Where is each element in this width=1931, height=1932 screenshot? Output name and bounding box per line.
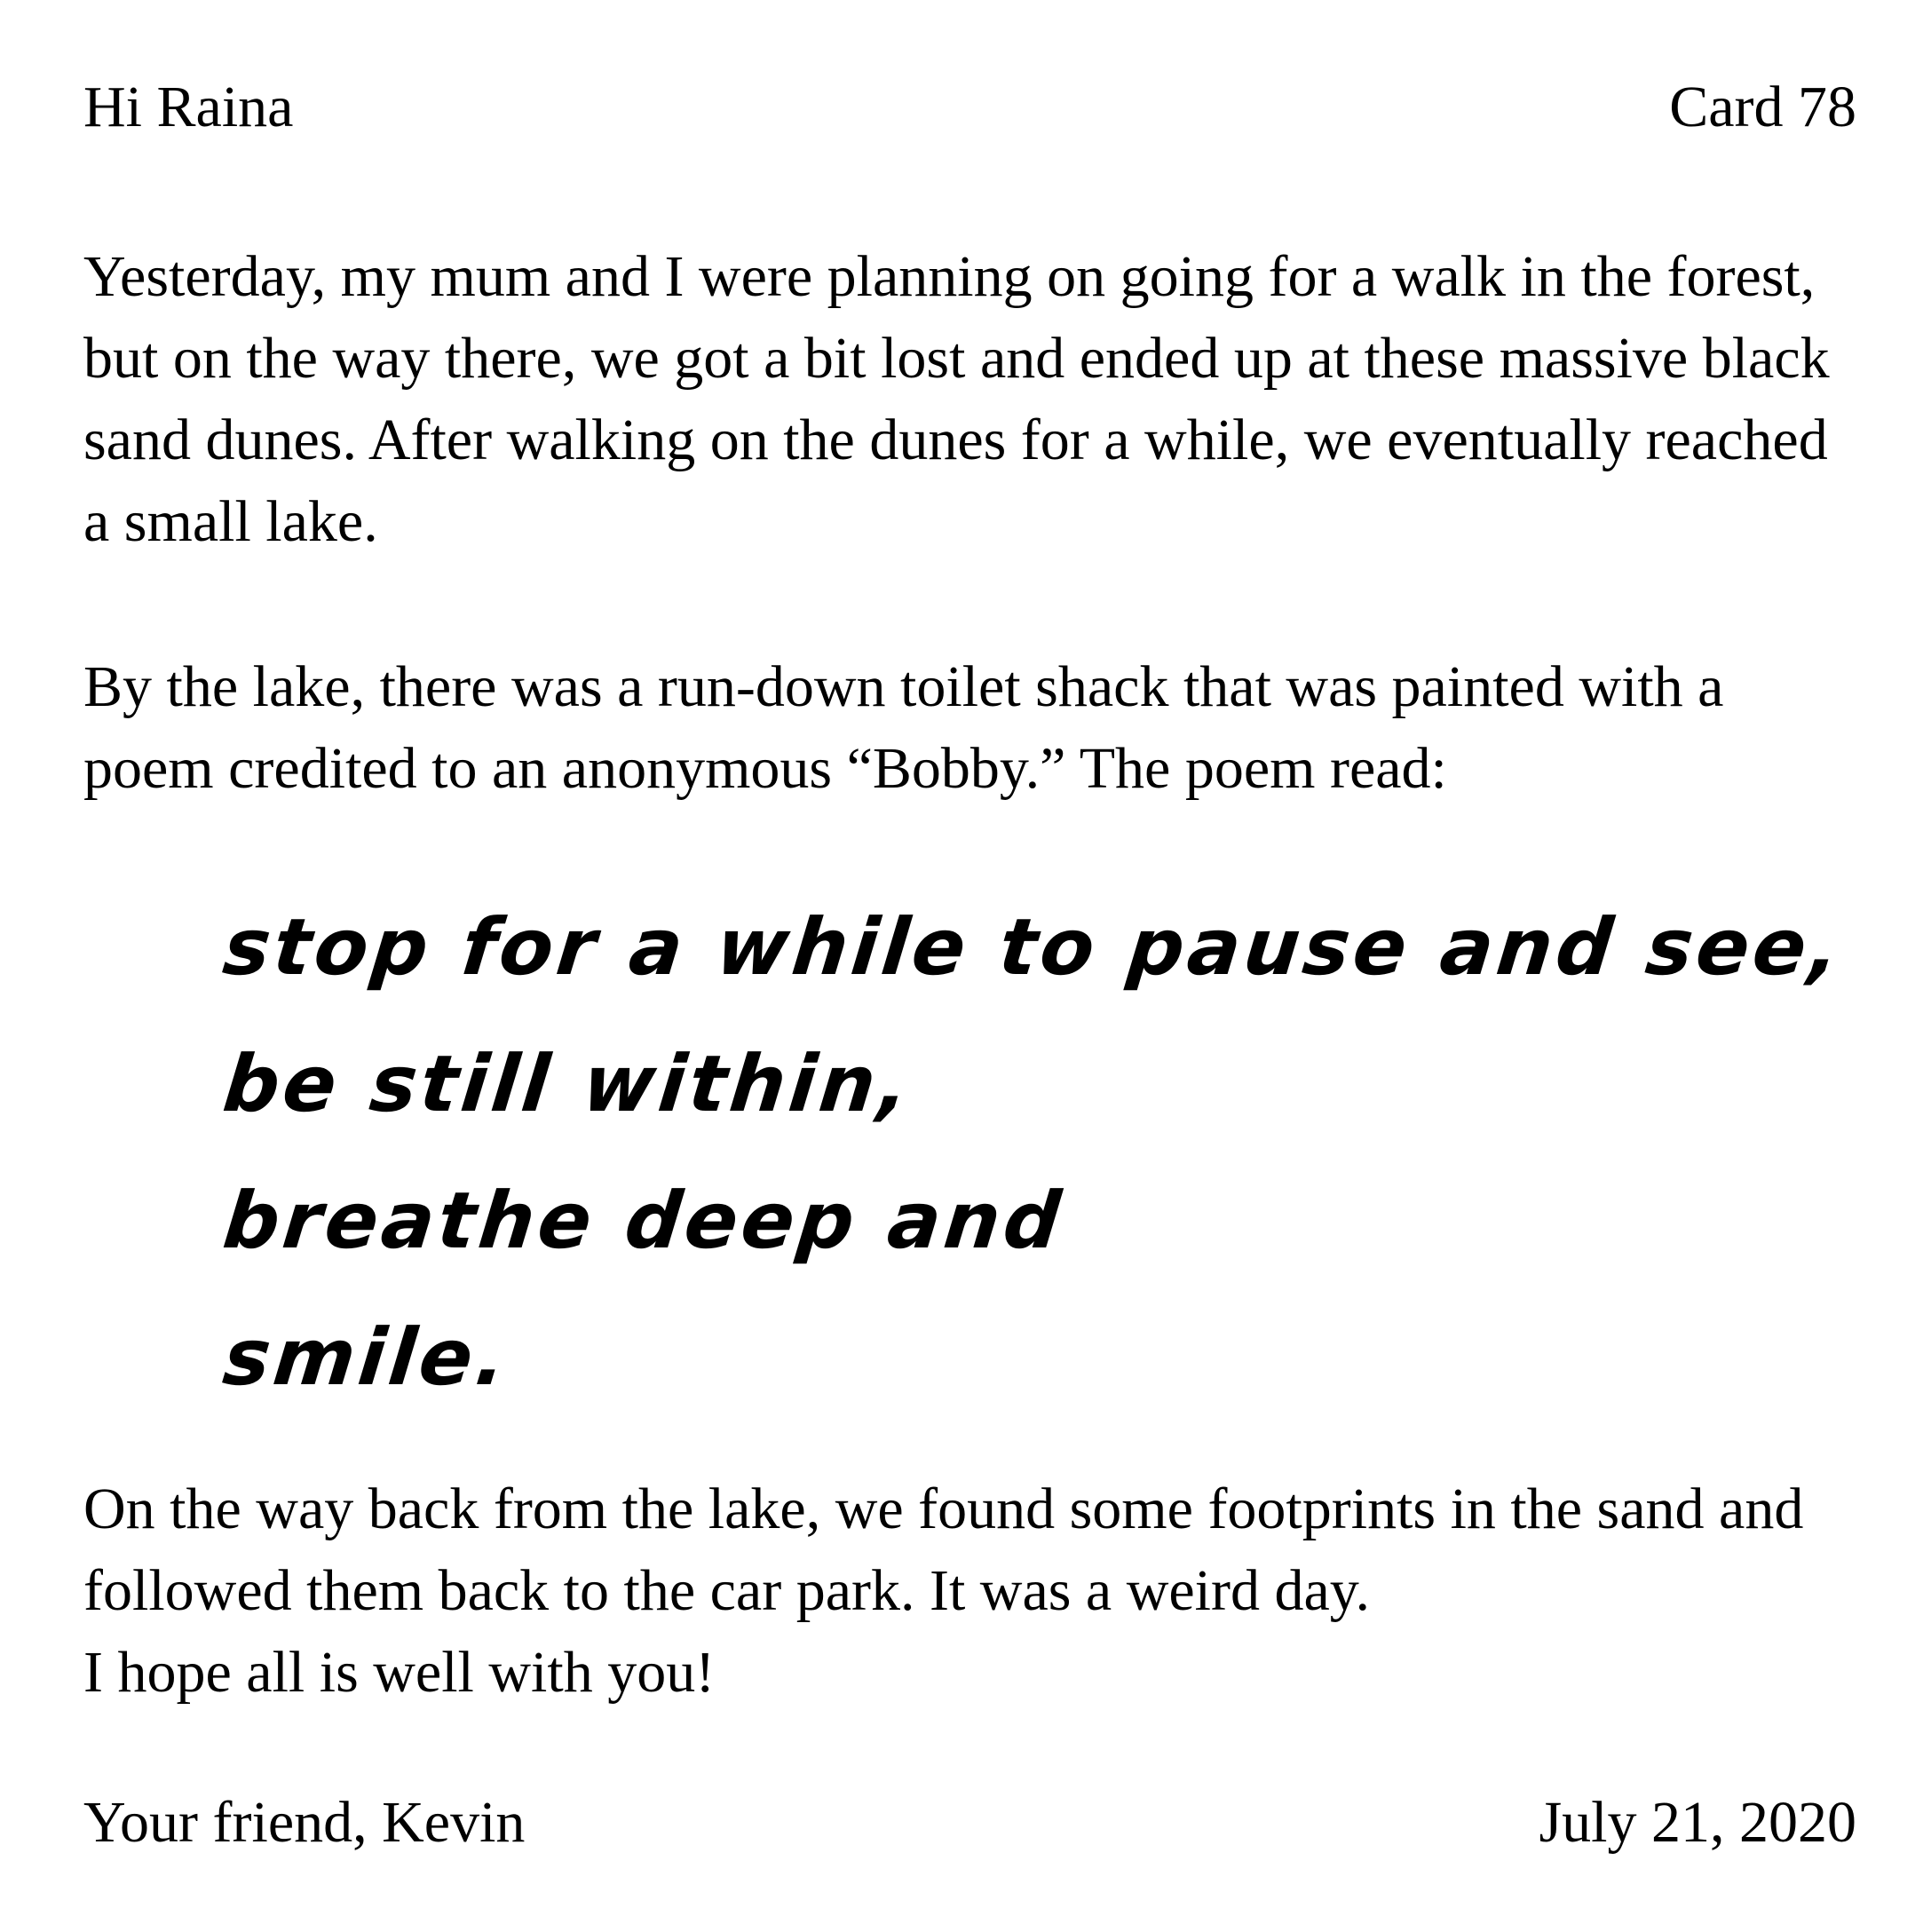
story-paragraph-3-line-1: On the way back from the lake, we found some footprints in the sand and followed them back to the car park. It was a weird day. bbox=[83, 1477, 1804, 1623]
story-paragraph-2: By the lake, there was a run-down toilet shack that was painted with a poem credited to an anonymous “Bobby.” The poem read: bbox=[83, 654, 1724, 801]
poem-line-3: breathe deep and bbox=[218, 1175, 1069, 1266]
poem-line-4: smile. bbox=[218, 1311, 515, 1403]
story-paragraph-1: Yesterday, my mum and I were planning on going for a walk in the forest, but on the way there, we got a bit lost and ended up at these massive black sand dunes. After walking on the dunes for a while, we eventually reached a small lake. bbox=[83, 244, 1830, 554]
story-paragraph-3-line-2: I hope all is well with you! bbox=[83, 1640, 716, 1705]
poem-line-1: stop for a while to pause and see, bbox=[218, 901, 1848, 993]
card-number: Card 78 bbox=[1669, 75, 1856, 139]
signature: Your friend, Kevin bbox=[83, 1790, 526, 1855]
card-header bbox=[83, 75, 1856, 139]
card-footer bbox=[83, 1790, 1856, 1855]
date: July 21, 2020 bbox=[1539, 1790, 1856, 1855]
poem-block bbox=[217, 879, 1903, 1426]
story-paragraph-3 bbox=[83, 1469, 1859, 1714]
poem-line-2: be still within, bbox=[218, 1038, 917, 1129]
greeting: Hi Raina bbox=[83, 75, 294, 139]
